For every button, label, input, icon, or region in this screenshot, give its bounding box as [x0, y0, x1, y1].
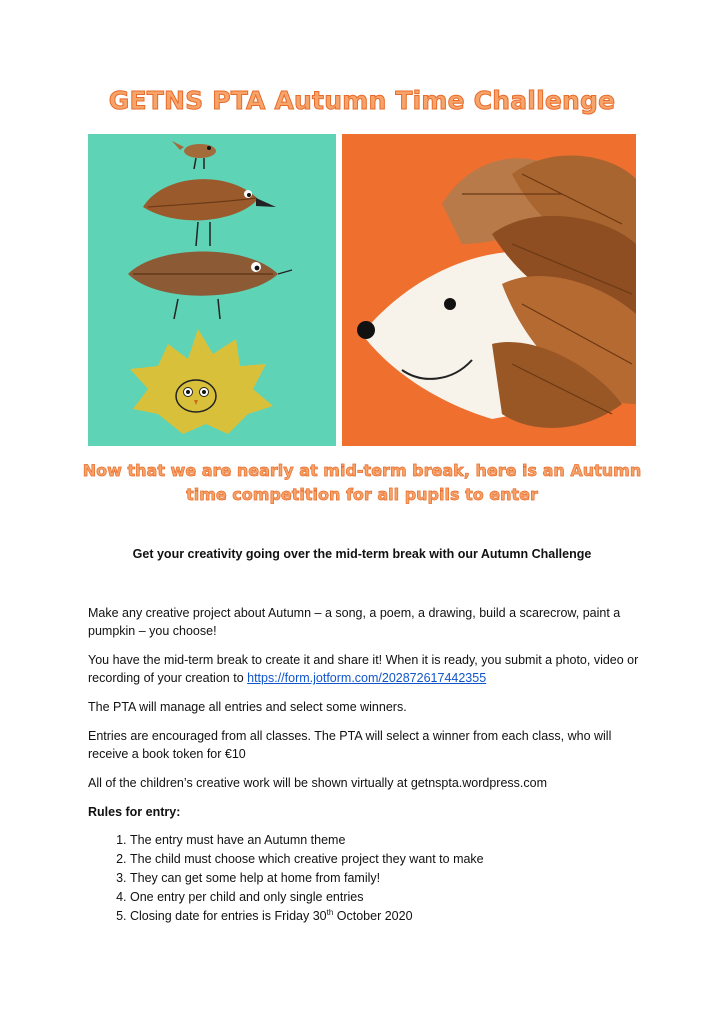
- rule-item: 3. They can get some help at home from family!: [130, 869, 648, 888]
- rules-heading: Rules for entry:: [88, 805, 181, 819]
- closing-date-text: Closing date for entries is Friday 30: [130, 909, 327, 923]
- ordinal-suffix: th: [326, 907, 334, 917]
- jotform-link[interactable]: https://form.jotform.com/202872617442355: [247, 671, 487, 685]
- rule-item: 2. The child must choose which creative project they want to make: [130, 850, 648, 869]
- leaf-animals-photo: [88, 134, 336, 446]
- rule-item-closing-date: [130, 907, 648, 926]
- paragraph-project: Make any creative project about Autumn – a song, a poem, a drawing, build a scarecrow, paint a pumpkin – you choose!: [88, 606, 621, 638]
- body-text: [88, 604, 648, 926]
- rule-item: 4. One entry per child and only single entries: [130, 888, 648, 907]
- paragraph-submit: [88, 651, 648, 687]
- paragraph-entries: Entries are encouraged from all classes. The PTA will select a winner from each class, who will receive a book token for €10: [88, 729, 612, 761]
- submit-text: You have the mid-term break to create it and share it! When it is ready, you submit a photo, video or recording of your creation to: [88, 653, 639, 685]
- subtitle: Now that we are nearly at mid-term break, here is an Autumn time competition for all pupils to enter: [82, 461, 642, 504]
- photo-collage: [88, 134, 636, 446]
- paragraph-showcase: All of the children’s creative work will be shown virtually at getnspta.wordpress.com: [88, 776, 547, 790]
- leaf-hedgehog-photo: [342, 134, 636, 446]
- paragraph-pta: The PTA will manage all entries and select some winners.: [88, 700, 407, 714]
- closing-date-month: October 2020: [333, 909, 413, 923]
- rule-item: 1. The entry must have an Autumn theme: [130, 831, 648, 850]
- tagline: Get your creativity going over the mid-term break with our Autumn Challenge: [132, 547, 592, 561]
- rules-list: [88, 831, 648, 926]
- page-title: GETNS PTA Autumn Time Challenge: [108, 86, 616, 115]
